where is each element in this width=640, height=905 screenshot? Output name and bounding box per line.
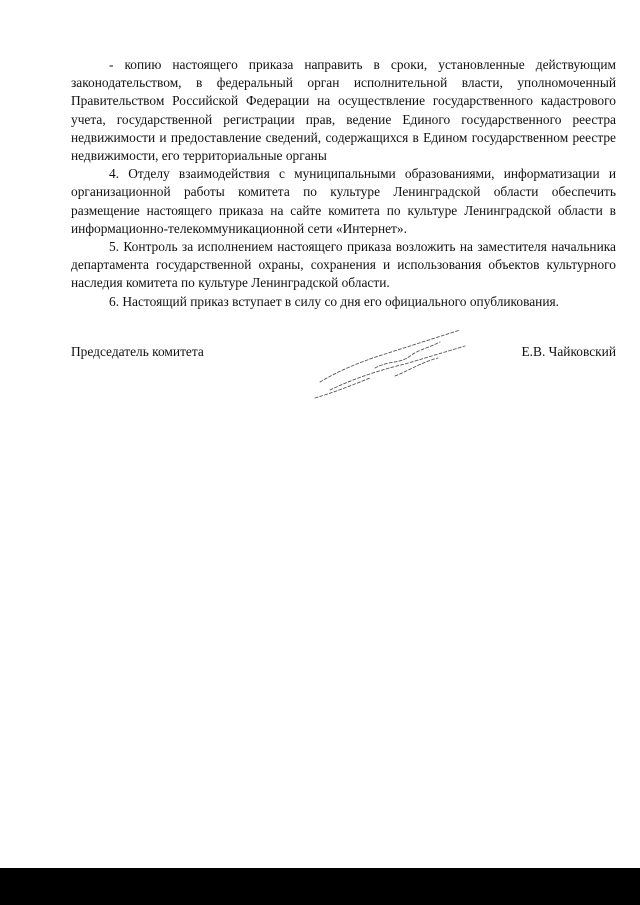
document-body (71, 56, 616, 311)
paragraph-item-4: 4. Отделу взаимодействия с муниципальными образованиями, информатизации и организационной работы комитета по культуре Ленинградской области обеспечить размещение настоящего приказа на сайте комитета по культуре Ленинградской области в информационно-телекоммуникационной сети «Интернет». (71, 166, 616, 236)
handwritten-signature (300, 320, 480, 410)
paragraph-send-copy: - копию настоящего приказа направить в сроки, установленные действующим законодательством, в федеральный орган исполнительной власти, уполномоченный Правительством Российской Федерации на осуществление государственного кадастрового учета, государственной регистрации прав, ведение Единого государственного реестра недвижимости и предоставление сведений, содержащихся в Едином государственном реестре недвижимости, его территориальные органы (71, 57, 616, 164)
paragraph-item-6: 6. Настоящий приказ вступает в силу со дня его официального опубликования. (109, 293, 559, 309)
paragraph-item-5: 5. Контроль за исполнением настоящего приказа возложить на заместителя начальника департамента государственной охраны, сохранения и использования объектов культурного наследия комитета по культуре Ленинградской области. (71, 239, 616, 291)
signatory-name: Е.В. Чайковский (521, 344, 616, 359)
signatory-role: Председатель комитета (71, 344, 204, 359)
scan-border (0, 868, 640, 905)
